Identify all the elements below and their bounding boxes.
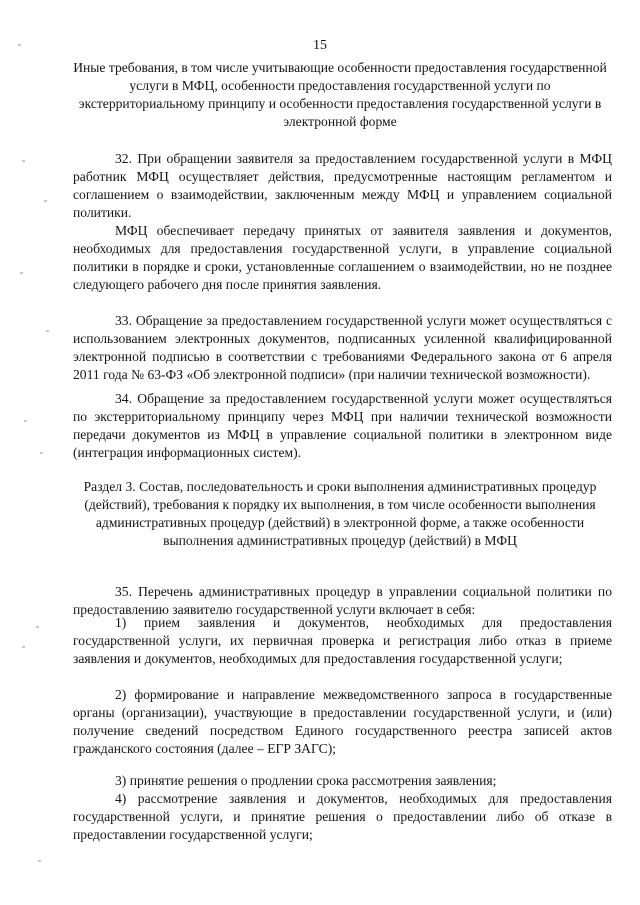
heading-other-requirements: Иные требования, в том числе учитывающие особенности предоставления государственной услуги в МФЦ, особенности предоставления государственной услуги по экстерриториальному принципу и особенности предоставления государственной услуги в электронной форме — [73, 60, 607, 129]
scan-speck — [40, 452, 43, 454]
paragraph-33: 33. Обращение за предоставлением государственной услуги может осуществляться с использованием электронных документов, подписанных усиленной квалифицированной электронной подписью в соответствии с требованиями Федерального закона от 6 апреля 2011 года № 63-ФЗ «Об электронной подписи» (при наличии технической возможности). — [73, 313, 612, 382]
list-item-4: 4) рассмотрение заявления и документов, необходимых для предоставления государственной услуги, и принятие решения о предоставлении либо об отказе в предоставлении государственной услуги; — [73, 791, 612, 842]
paragraph-35: 35. Перечень административных процедур в управлении социальной политики по предоставлению заявителю государственной услуги включает в себя: — [73, 584, 612, 617]
list-item-3: 3) принятие решения о продлении срока рассмотрения заявления; — [115, 773, 497, 788]
scan-speck — [22, 646, 25, 648]
paragraph-32: 32. При обращении заявителя за предоставлением государственной услуги в МФЦ работник МФЦ осуществляет действия, предусмотренные настоящим регламентом и соглашением о взаимодействии, заключенным между МФЦ и управлением социальной политики. — [73, 151, 612, 220]
scan-speck — [20, 272, 23, 274]
scan-speck — [36, 626, 39, 628]
heading-section-3: Раздел 3. Состав, последовательность и сроки выполнения административных процедур (действий), требования к порядку их выполнения, в том числе особенности выполнения административных процедур (действий) в электронной форме, а также особенности выполнения административных процедур (действий) в МФЦ — [83, 479, 597, 548]
scan-speck — [22, 160, 25, 162]
scan-speck — [18, 44, 21, 46]
paragraph-mfc-transfer: МФЦ обеспечивает передачу принятых от заявителя заявления и документов, необходимых для предоставления государственной услуги, в управление социальной политики в порядке и сроки, установленные соглашением о взаимодействии, но не позднее следующего рабочего дня после принятия заявления. — [73, 223, 612, 292]
scan-speck — [44, 200, 47, 202]
scan-speck — [38, 860, 41, 862]
scan-speck — [24, 420, 27, 422]
page-number: 15 — [313, 38, 327, 53]
paragraph-34: 34. Обращение за предоставлением государственной услуги может осуществляться по экстерриториальному принципу через МФЦ при наличии технической возможности передачи документов из МФЦ в управление социальной политики в электронном виде (интеграция информационных систем). — [73, 391, 612, 460]
scan-speck — [46, 330, 49, 332]
list-item-1: 1) прием заявления и документов, необходимых для предоставления государственной услуги, их первичная проверка и регистрация либо отказ в приеме заявления и документов, необходимых для предоставления государственной услуги; — [73, 615, 612, 666]
list-item-2: 2) формирование и направление межведомственного запроса в государственные органы (организации), участвующие в предоставлении государственной услуги, и (или) получение сведений посредством Единого государственного реестра записей актов гражданского состояния (далее – ЕГР ЗАГС); — [73, 687, 612, 756]
